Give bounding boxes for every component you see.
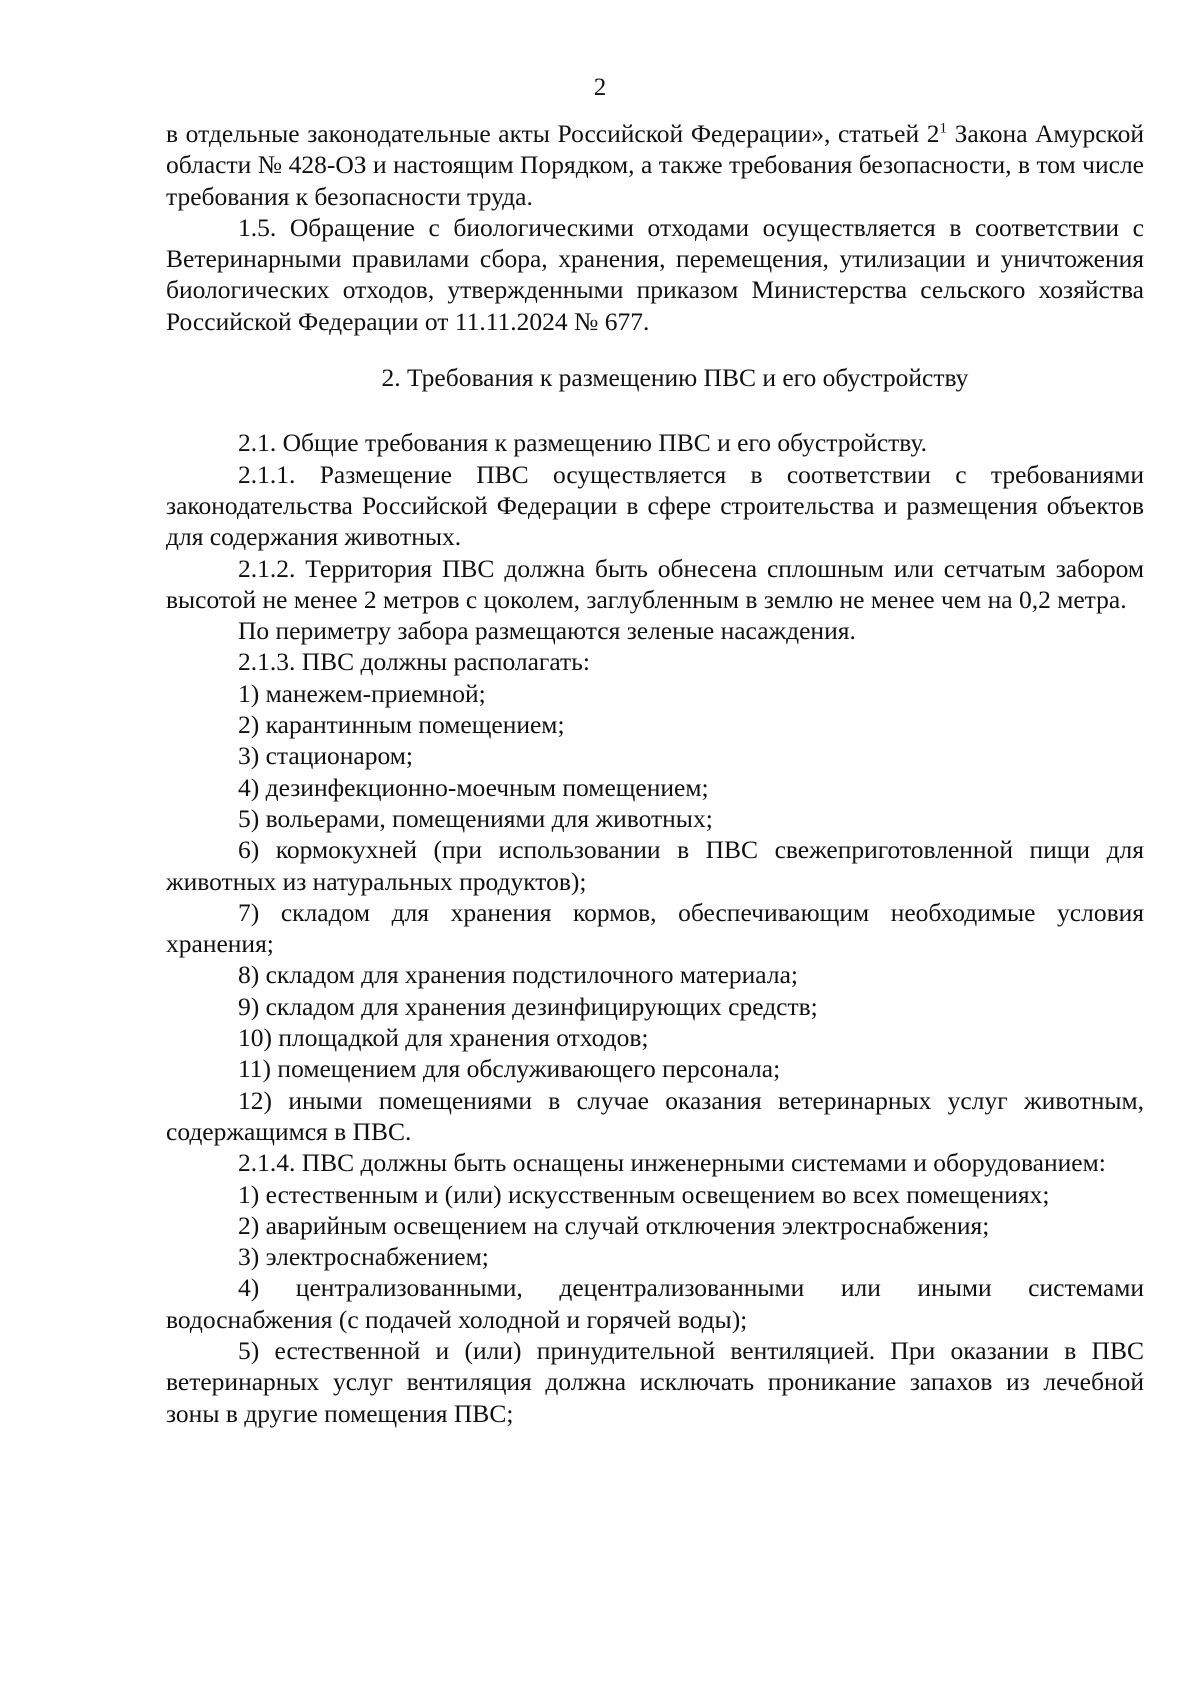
paragraph-2-1-1: 2.1.1. Размещение ПВС осуществляется в соответствии с требованиями законодательства Российской Федерации в сфере строительства и размещения объектов для содержания животных. (166, 459, 1144, 552)
list-item-2-1-3-9: 9) складом для хранения дезинфицирующих средств; (238, 991, 818, 1021)
list-item-2-1-3-3: 3) стационаром; (238, 741, 413, 771)
list-item-2-1-4-2: 2) аварийным освещением на случай отключения электроснабжения; (238, 1210, 990, 1240)
document-body (166, 118, 1144, 1429)
paragraph-2-1-2: 2.1.2. Территория ПВС должна быть обнесена сплошным или сетчатым забором высотой не менее 2 метров с цоколем, заглубленным в землю не менее чем на 0,2 метра. (166, 553, 1144, 614)
page-number: 2 (593, 74, 607, 101)
list-item-2-1-4-3: 3) электроснабжением; (238, 1242, 489, 1272)
list-item-2-1-3-10: 10) площадкой для хранения отходов; (238, 1023, 649, 1053)
paragraph-1-5: 1.5. Обращение с биологическими отходами осуществляется в соответствии с Ветеринарными правилами сбора, хранения, перемещения, утилизации и уничтожения биологических отходов, утвержденными приказом Министерства сельского хозяйства Российской Федерации от 11.11.2024 № 677. (166, 212, 1144, 336)
list-item-2-1-4-5: 5) естественной и (или) принудительной вентиляцией. При оказании в ПВС ветеринарных услуг вентиляция должна исключать проникание запахов из лечебной зоны в другие помещения ПВС; (166, 1335, 1144, 1428)
list-item-2-1-3-4: 4) дезинфекционно-моечным помещением; (238, 772, 709, 802)
paragraph-2-1: 2.1. Общие требования к размещению ПВС и его обустройству. (238, 428, 928, 458)
list-item-2-1-3-2: 2) карантинным помещением; (238, 710, 565, 740)
list-item-2-1-3-8: 8) складом для хранения подстилочного материала; (238, 960, 798, 990)
list-item-2-1-3-11: 11) помещением для обслуживающего персонала; (238, 1054, 781, 1084)
superscript-article-number: 1 (939, 120, 948, 137)
list-item-2-1-3-6: 6) кормокухней (при использовании в ПВС свежеприготовленной пищи для животных из натуральных продуктов); (166, 835, 1144, 896)
paragraph-intro (166, 118, 1144, 212)
section-heading-2: 2. Требования к размещению ПВС и его обустройству (381, 363, 969, 393)
list-item-2-1-4-1: 1) естественным и (или) искусственным освещением во всех помещениях; (238, 1179, 1050, 1209)
list-item-2-1-3-12: 12) иными помещениями в случае оказания ветеринарных услуг животным, содержащимся в ПВС. (166, 1085, 1144, 1146)
paragraph-2-1-4: 2.1.4. ПВС должны быть оснащены инженерными системами и оборудованием: (238, 1148, 1106, 1178)
paragraph-fence-greenery: По периметру забора размещаются зеленые насаждения. (238, 616, 856, 646)
paragraph-intro-part-a: в отдельные законодательные акты Российской Федерации», статьей 2 (166, 119, 940, 148)
list-item-2-1-3-5: 5) вольерами, помещениями для животных; (238, 803, 713, 833)
paragraph-intro-part-b: Закона Амурской области № 428-ОЗ и настоящим Порядком, а также требования безопасности, в том числе требования к безопасности труда. (166, 119, 1144, 211)
list-item-2-1-3-7: 7) складом для хранения кормов, обеспечивающим необходимые условия хранения; (166, 897, 1144, 959)
paragraph-2-1-3: 2.1.3. ПВС должны располагать: (238, 647, 590, 677)
list-item-2-1-3-1: 1) манежем-приемной; (238, 678, 486, 708)
list-item-2-1-4-4: 4) централизованными, децентрализованными или иными системами водоснабжения (с подачей холодной и горячей воды); (166, 1273, 1144, 1334)
